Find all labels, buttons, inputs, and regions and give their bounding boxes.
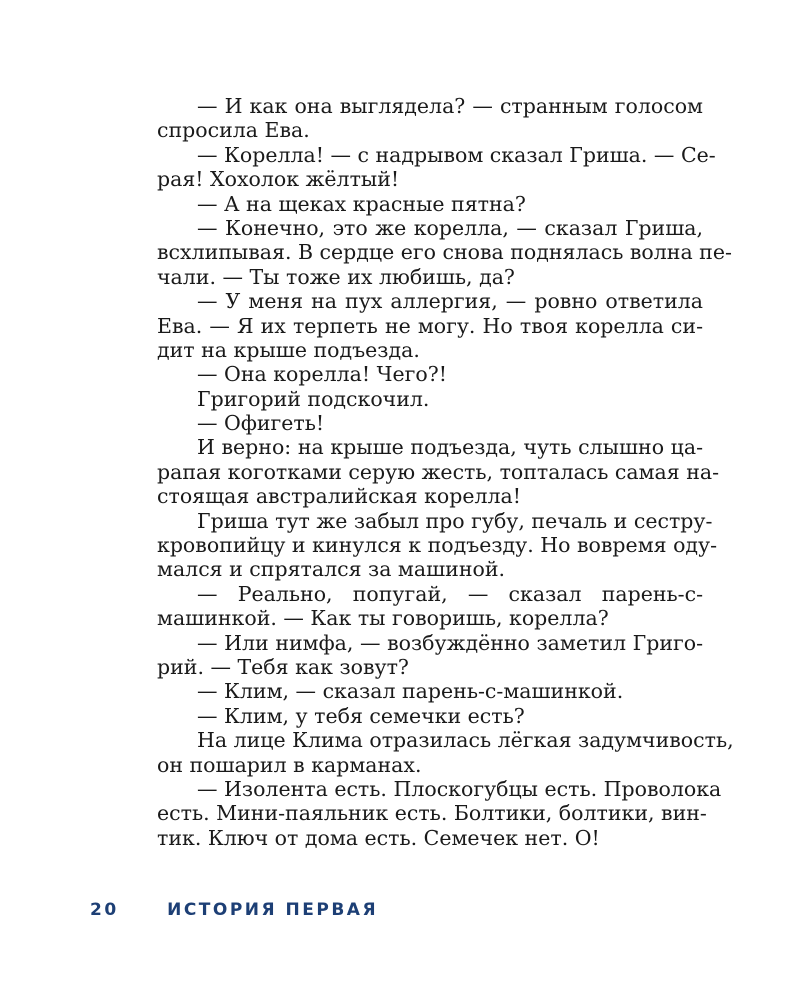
text-line: спросила Ева. bbox=[157, 118, 310, 143]
text-line: машинкой. — Как ты говоришь, корелла? bbox=[157, 606, 609, 631]
text-line: — У меня на пух аллергия, — ровно ответила bbox=[197, 289, 703, 314]
text-line: — Конечно, это же корелла, — сказал Гриша, bbox=[197, 215, 703, 240]
text-line: чали. — Ты тоже их любишь, да? bbox=[157, 264, 515, 289]
body-text bbox=[157, 94, 734, 850]
text-line: — Она корелла! Чего?! bbox=[197, 362, 447, 387]
text-line: он пошарил в карманах. bbox=[157, 752, 422, 777]
text-line: мался и спрятался за машиной. bbox=[157, 557, 506, 582]
text-line: рая! Хохолок жёлтый! bbox=[157, 167, 400, 192]
text-line: — А на щеках красные пятна? bbox=[197, 191, 526, 216]
section-title: ИСТОРИЯ ПЕРВАЯ bbox=[167, 900, 379, 920]
text-line: всхлипывая. В сердце его снова поднялась волна пе- bbox=[157, 240, 732, 265]
page-footer bbox=[90, 900, 378, 920]
text-line: есть. Мини-паяльник есть. Болтики, болтики, вин- bbox=[157, 801, 707, 826]
text-line: — И как она выглядела? — странным голосом bbox=[197, 94, 703, 118]
text-line: тик. Ключ от дома есть. Семечек нет. О! bbox=[157, 825, 600, 850]
text-line: — Или нимфа, — возбуждённо заметил Григо- bbox=[197, 630, 703, 655]
text-line: Григорий подскочил. bbox=[197, 386, 430, 411]
text-line: кровопийцу и кинулся к подъезду. Но вовремя оду- bbox=[157, 533, 718, 558]
text-line: — Изолента есть. Плоскогубцы есть. Проволока bbox=[197, 776, 722, 801]
text-line: — Корелла! — с надрывом сказал Гриша. — Се- bbox=[197, 142, 716, 167]
text-line: — Клим, — сказал парень-с-машинкой. bbox=[197, 679, 624, 704]
text-line: И верно: на крыше подъезда, чуть слышно ца- bbox=[197, 435, 703, 460]
text-line: — Реально, попугай, — сказал парень-с- bbox=[197, 581, 703, 606]
text-line: — Офигеть! bbox=[197, 411, 325, 436]
text-line: Гриша тут же забыл про губу, печаль и сестру- bbox=[197, 508, 713, 533]
text-line: рапая коготками серую жесть, топталась самая на- bbox=[157, 459, 720, 484]
text-line: — Клим, у тебя семечки есть? bbox=[197, 703, 525, 728]
page-number: 20 bbox=[90, 900, 119, 920]
text-line: дит на крыше подъезда. bbox=[157, 337, 420, 362]
text-line: Ева. — Я их терпеть не могу. Но твоя корелла си- bbox=[157, 313, 703, 338]
text-line: рий. — Тебя как зовут? bbox=[157, 654, 409, 679]
text-line: На лице Клима отразилась лёгкая задумчивость, bbox=[197, 728, 734, 753]
text-line: стоящая австралийская корелла! bbox=[157, 484, 521, 509]
